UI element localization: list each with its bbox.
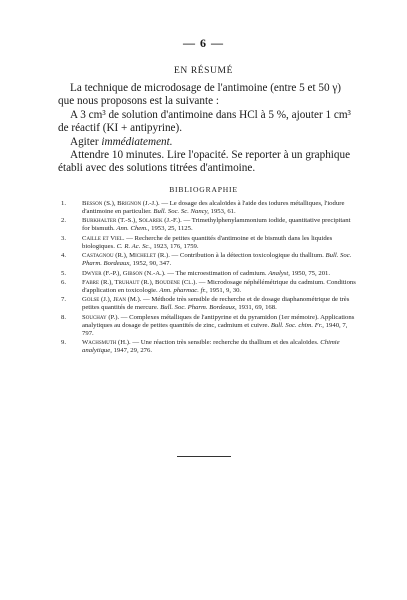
- entry-details: 1947, 29, 276.: [111, 347, 153, 355]
- entry-details: 1952, 90, 347.: [130, 260, 172, 268]
- entry-details: 1953, 25, 1125.: [149, 225, 193, 233]
- entry-details: 1940, 7, 797.: [82, 321, 348, 337]
- entry-source: Ann. pharmac. fr.,: [159, 286, 208, 294]
- entry-number: 2.: [61, 217, 67, 225]
- summary-paragraph-1: La technique de microdosage de l'antimoine (entre 5 et 50 γ) que nous proposons est la suivante :: [58, 82, 342, 108]
- summary-paragraph-3-prefix: Agiter: [70, 135, 102, 148]
- page-number: — 6 —: [183, 36, 224, 50]
- bibliography-entry: [60, 270, 358, 278]
- bibliography-entry: [60, 217, 358, 233]
- entry-source: Ann. Chem.,: [116, 225, 150, 233]
- entry-title: — Le dosage des alcaloïdes à l'aide des iodures métalliques, l'iodure d'antimoine en particulier.: [82, 200, 345, 216]
- entry-number: 5.: [61, 269, 67, 277]
- entry-authors: Souchay (P.).: [82, 313, 120, 321]
- entry-source: C. R. Ac. Sc.,: [116, 242, 152, 250]
- entry-source: Bull. Soc. Sc. Nancy,: [153, 208, 209, 216]
- entry-number: 6.: [61, 278, 67, 286]
- summary-heading: EN RÉSUMÉ: [174, 66, 233, 76]
- bibliography-list: [60, 200, 358, 356]
- entry-number: 7.: [61, 296, 67, 304]
- entry-title: — Microdosage néphélémétrique du cadmium. Conditions d'application en toxicologie.: [82, 278, 356, 294]
- bibliography-entry: [60, 252, 358, 268]
- entry-source: Bull. Soc. Pharm. Bordeaux,: [82, 252, 352, 268]
- entry-details: 1923, 176, 1759.: [151, 242, 199, 250]
- bibliography-entry: [60, 314, 358, 338]
- entry-authors: Wachsmuth (H.).: [82, 339, 131, 346]
- entry-number: 1.: [61, 200, 67, 207]
- entry-source: Bull. Soc. chim. Fr.,: [270, 321, 324, 329]
- summary-body: [58, 82, 358, 176]
- summary-paragraph-3-emphasis: immédiatement.: [101, 135, 173, 148]
- bibliography-entry: [60, 200, 358, 216]
- summary-paragraph-2: A 3 cm³ de solution d'antimoine dans HCl à 5 %, ajouter 1 cm³ de réactif (KI + antipyrine).: [58, 108, 351, 135]
- entry-source: Analyst,: [268, 269, 290, 277]
- entry-number: 4.: [61, 252, 67, 260]
- bibliography-heading: BIBLIOGRAPHIE: [169, 185, 238, 194]
- entry-details: 1931, 69, 168.: [236, 304, 277, 312]
- entry-number: 8.: [61, 313, 67, 321]
- entry-authors: Fabre (R.), Truhaut (R.), Boudene (Cl.).: [82, 278, 198, 286]
- entry-number: 9.: [61, 339, 67, 346]
- entry-title: — Complexes métalliques de l'antipyrine et du pyramidon (1er mémoire). Applications analytiques au dosage de petites quantités de zinc, cadmium et cuivre.: [82, 313, 355, 329]
- entry-source: Bull. Soc. Pharm. Bordeaux,: [160, 304, 237, 312]
- entry-authors: Caille et Viel.: [82, 234, 125, 242]
- entry-authors: Golse (J.), Jean (M.).: [82, 296, 142, 304]
- entry-title: — Une réaction très sensible: recherche du thallium et des alcaloïdes.: [130, 339, 321, 346]
- summary-paragraph-3: [58, 136, 358, 149]
- entry-title: — Recherche de petites quantités d'antimoine et de bismuth dans les liquides biologiques.: [82, 234, 333, 250]
- bibliography-entry: [60, 296, 358, 312]
- entry-title: — The microestimation of cadmium.: [165, 269, 269, 277]
- bibliography-entry: [60, 279, 358, 295]
- entry-title: — Contribution à la détection toxicologique du thallium.: [169, 252, 326, 260]
- entry-details: 1951, 9, 30.: [207, 286, 242, 294]
- entry-title: — Méthode très sensible de recherche et de dosage diaphanométrique de très petites quantités de mercure.: [82, 296, 350, 312]
- bibliography-entry: [60, 235, 358, 251]
- entry-details: 1953, 61.: [208, 208, 236, 216]
- entry-title: — Trimethylphenylammonium iodide, quantitative precipitant for bismuth.: [82, 217, 351, 233]
- entry-authors: Besson (S.), Brignon (J.-J.).: [82, 200, 160, 207]
- entry-details: 1950, 75, 201.: [289, 269, 331, 277]
- bibliography-entry: [60, 339, 358, 355]
- entry-source: Chimie analytique,: [82, 339, 340, 355]
- entry-authors: Dwyer (F.-P.), Gibson (N.-A.).: [82, 269, 166, 277]
- end-rule-divider: [177, 456, 231, 457]
- entry-authors: Burkhalter (T.-S.), Solarek (J.-F.).: [82, 217, 182, 225]
- entry-authors: Castagnou (R.), Michelet (R.).: [82, 252, 170, 260]
- entry-number: 3.: [61, 234, 67, 242]
- summary-paragraph-4: Attendre 10 minutes. Lire l'opacité. Se reporter à un graphique établi avec des solutions titrées d'antimoine.: [58, 149, 351, 175]
